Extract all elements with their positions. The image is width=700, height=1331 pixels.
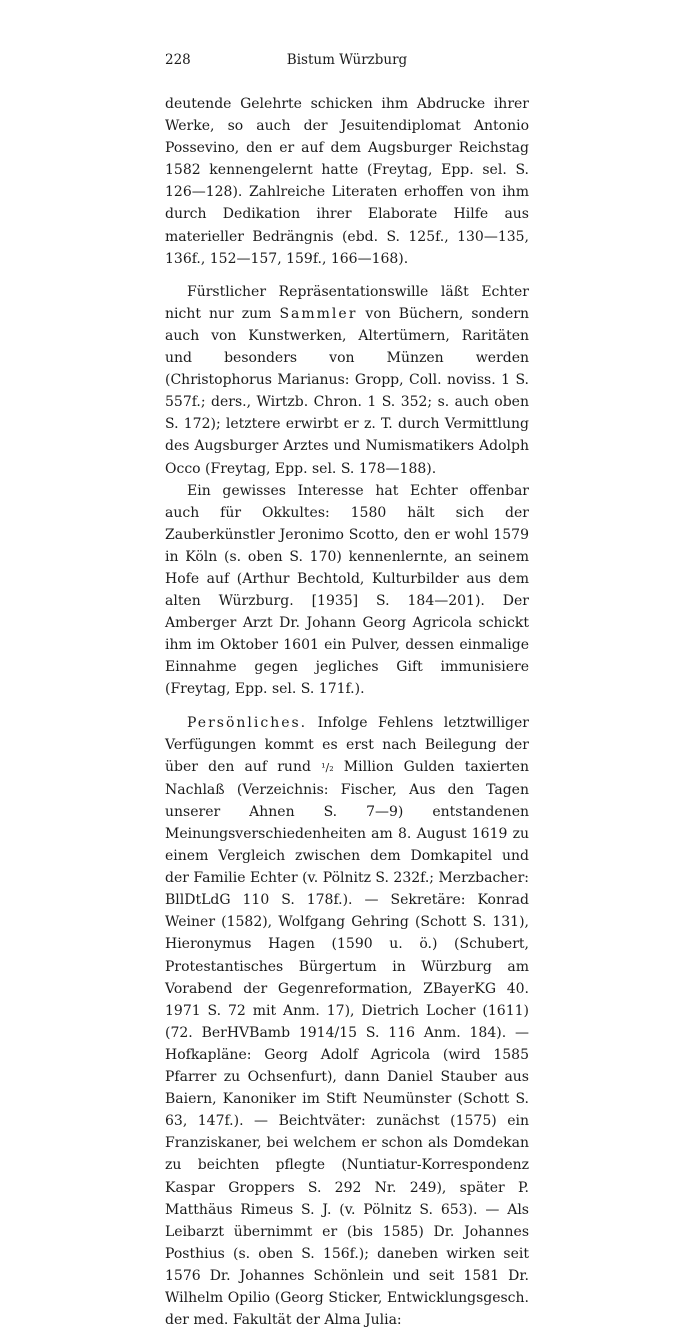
paragraph-2-text-a: Fürstlicher Repräsentationswille läßt Echter nicht nur zum bbox=[165, 283, 529, 322]
paragraph-3-text: Ein gewisses Interesse hat Echter offenbar auch für Okkultes: 1580 hält sich der Zauberkünstler Jeronimo Scotto, den er wohl 1579 in Köln (s. oben S. 170) kennenlernte, an seinem Hofe auf (Arthur Bechtold, Kulturbilder aus dem alten Würzburg. [1935] S. 184—201). Der Amberger Arzt Dr. Johann Georg Agricola schickt ihm im Oktober 1601 ein Pulver, dessen einmalige Einnahme gegen jegliches Gift immunisiere (Freytag, Epp. sel. S. 171f.). bbox=[165, 482, 529, 698]
body-text bbox=[165, 93, 529, 1331]
paragraph-2-spaced-word: Sammler bbox=[279, 305, 358, 322]
running-title: Bistum Würzburg bbox=[286, 52, 408, 68]
paragraph-2 bbox=[165, 281, 529, 480]
paragraph-1-text: deutende Gelehrte schicken ihm Abdrucke ihrer Werke, so auch der Jesuitendiplomat Antonio Possevino, den er auf dem Augsburger Reichstag 1582 kennengelernt hatte (Freytag, Epp. sel. S. 126—128). Zahlreiche Literaten erhoffen von ihm durch Dedikation ihrer Elaborate Hilfe aus materieller Bedrängnis (ebd. S. 125f., 130—135, 136f., 152—157, 159f., 166—168). bbox=[165, 96, 529, 267]
page-number: 228 bbox=[165, 52, 191, 68]
paragraph-3 bbox=[165, 480, 529, 701]
running-head bbox=[165, 52, 529, 72]
paragraph-1 bbox=[165, 93, 529, 270]
paragraph-4 bbox=[165, 712, 529, 1331]
paragraph-4-text-b: Million Gulden taxierten Nachlaß (Verzeichnis: Fischer, Aus den Tagen unserer Ahnen S. 7—9) entstandenen Meinungsverschiedenheiten am 8. August 1619 zu einem Vergleich zwischen dem Domkapitel und der Familie Echter (v. Pölnitz S. 232f.; Merzbacher: BllDtLdG 110 S. 178f.). — Sekretäre: Konrad Weiner (1582), Wolfgang Gehring (Schott S. 131), Hieronymus Hagen (1590 u. ö.) (Schubert, Protestantisches Bürgertum in Würzburg am Vorabend der Gegenreformation, ZBayerKG 40. 1971 S. 72 mit Anm. 17), Dietrich Locher (1611) (72. BerHVBamb 1914/15 S. 116 Anm. 184). — Hofkapläne: Georg Adolf Agricola (wird 1585 Pfarrer zu Ochsenfurt), dann Daniel Stauber aus Baiern, Kanoniker im Stift Neumünster (Schott S. 63, 147f.). — Beichtväter: zunächst (1575) ein Franziskaner, bei welchem er schon als Domdekan zu beichten pflegte (Nuntiatur-Korrespondenz Kaspar Groppers S. 292 Nr. 249), später P. Matthäus Rimeus S. J. (v. Pölnitz S. 653). — Als Leibarzt übernimmt er (bis 1585) Dr. Johannes Posthius (s. oben S. 156f.); daneben wirken seit 1576 Dr. Johannes Schönlein und seit 1581 Dr. Wilhelm Opilio (Georg Sticker, Entwicklungsgesch. der med. Fakultät der Alma Julia: bbox=[165, 758, 529, 1329]
paragraph-4-heading: Persönliches. bbox=[187, 714, 308, 731]
paragraph-2-text-b: von Büchern, sondern auch von Kunstwerken, Altertümern, Raritäten und besonders von Münzen werden (Christophorus Marianus: Gropp, Coll. noviss. 1 S. 557f.; ders., Wirtzb. Chron. 1 S. 352; s. auch oben S. 172); letztere erwirbt er z. T. durch Vermittlung des Augsburger Arztes und Numismatikers Adolph Occo (Freytag, Epp. sel. S. 178—188). bbox=[165, 305, 529, 477]
paragraph-4-fraction: ¹/₂ bbox=[321, 760, 334, 774]
paragraph-4-text-a: Infolge Fehlens letztwilliger Verfügungen kommt es erst nach Beilegung der über den auf rund bbox=[165, 714, 529, 775]
